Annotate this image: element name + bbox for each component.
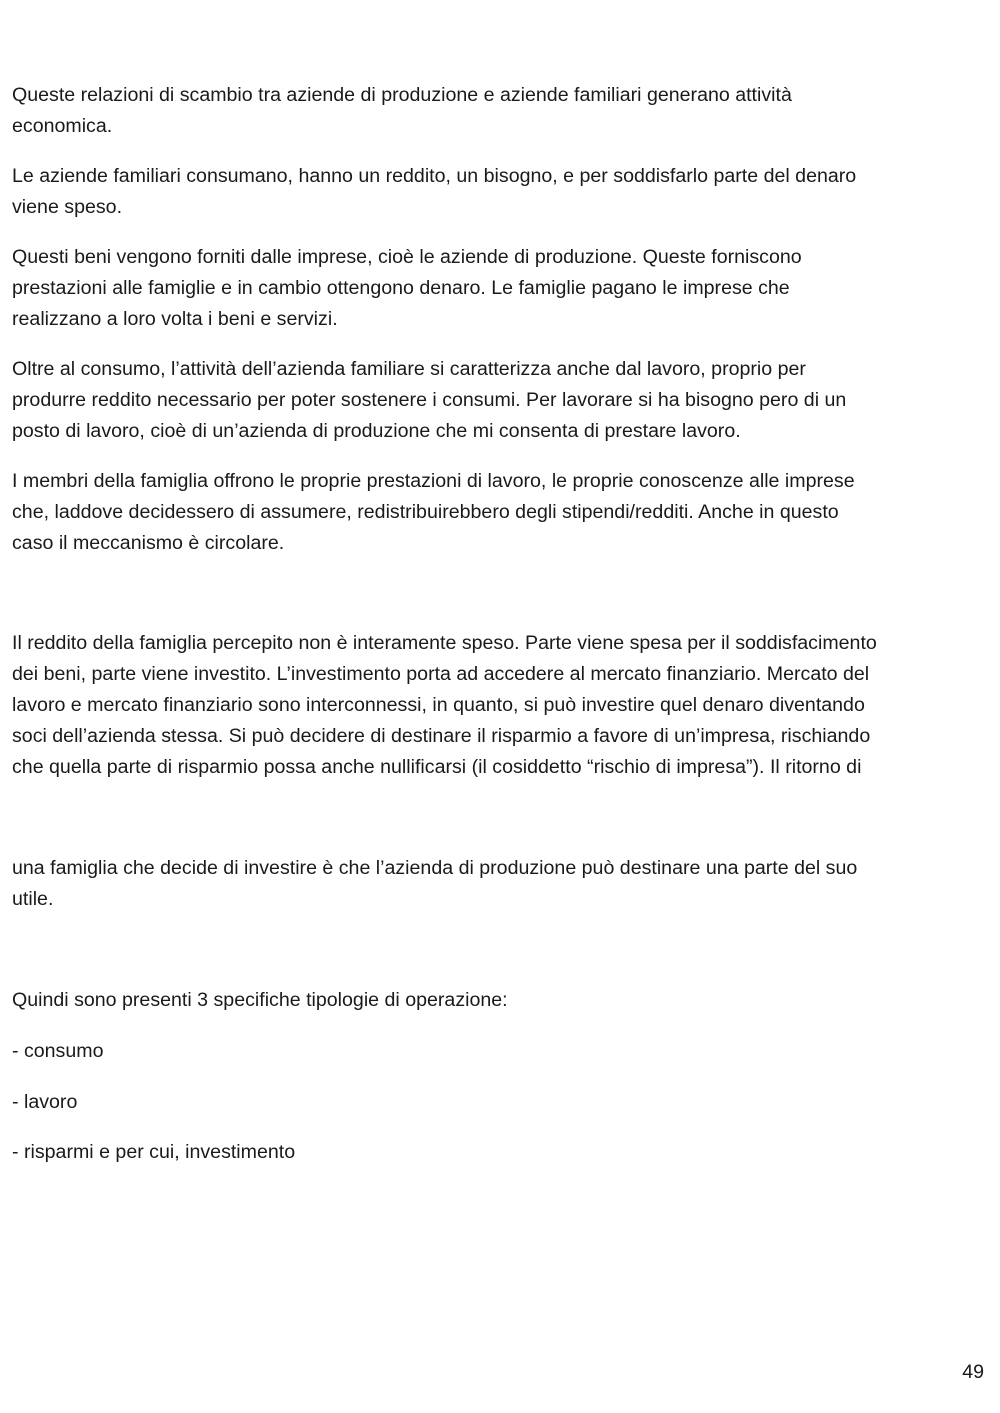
paragraph-operation-types-intro: Quindi sono presenti 3 specifiche tipologie di operazione:: [12, 989, 508, 1011]
paragraph-goods-from-firms: Questi beni vengono forniti dalle imprese, cioè le aziende di produzione. Queste forniscono prestazioni alle famiglie e in cambio ottengono denaro. Le famiglie pagano le imprese che realizzano a loro volta i beni e servizi.: [12, 246, 802, 330]
paragraph-income-investment: Il reddito della famiglia percepito non è interamente speso. Parte viene spesa per il soddisfacimento dei beni, parte viene investito. L’investimento porta ad accedere al mercato finanziario. Mercato del lavoro e mercato finanziario sono interconnessi, in quanto, si può investire quel denaro diventando soci dell’azienda stessa. Si può decidere di destinare il risparmio a favore di un’impresa, rischiando che quella parte di risparmio possa anche nullificarsi (il cosiddetto “rischio di impresa”). Il ritorno di: [12, 632, 877, 778]
paragraph-exchange-relations: Queste relazioni di scambio tra aziende di produzione e aziende familiari generano attività economica.: [12, 84, 792, 137]
list-item-lavoro: - lavoro: [12, 1091, 78, 1113]
paragraph-labour-activity: Oltre al consumo, l’attività dell’azienda familiare si caratterizza anche dal lavoro, proprio per produrre reddito necessario per poter sostenere i consumi. Per lavorare si ha bisogno pero di un posto di lavoro, cioè di un’azienda di produzione che mi consenta di prestare lavoro.: [12, 358, 847, 442]
page-number: 49: [962, 1361, 984, 1383]
list-item-risparmi: - risparmi e per cui, investimento: [12, 1141, 296, 1163]
list-item-consumo: - consumo: [12, 1040, 104, 1062]
paragraph-investment-return: una famiglia che decide di investire è che l’azienda di produzione può destinare una parte del suo utile.: [12, 857, 858, 910]
paragraph-family-consumption: Le aziende familiari consumano, hanno un reddito, un bisogno, e per soddisfarlo parte del denaro viene speso.: [12, 165, 857, 218]
paragraph-family-members-work: I membri della famiglia offrono le proprie prestazioni di lavoro, le proprie conoscenze alle imprese che, laddove decidessero di assumere, redistribuirebbero degli stipendi/redditi. Anche in questo caso il meccanismo è circolare.: [12, 470, 855, 554]
